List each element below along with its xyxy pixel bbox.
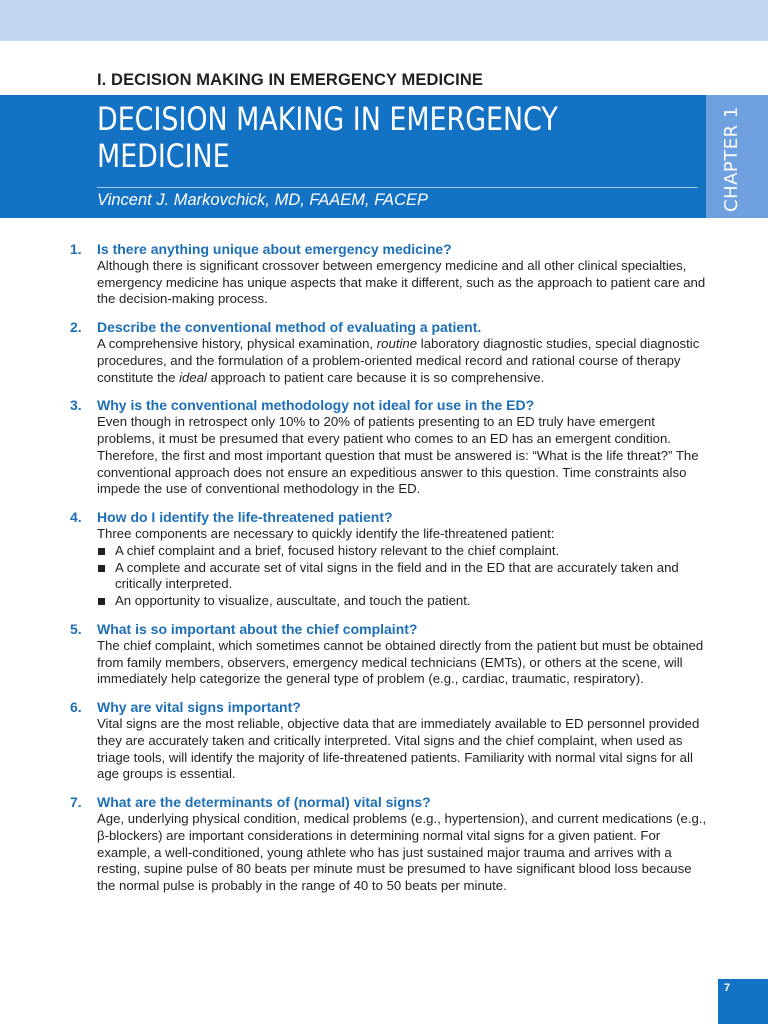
qa-item: [0, 509, 768, 610]
qa-item: [0, 241, 768, 308]
title-divider: [97, 187, 698, 188]
chapter-title: DECISION MAKING IN EMERGENCY MEDICINE: [97, 100, 558, 175]
bullet-item: [97, 560, 712, 594]
bullet-list: [0, 543, 712, 610]
square-bullet-icon: [98, 565, 105, 572]
question-number: 5.: [70, 620, 82, 637]
question-number: 1.: [70, 241, 82, 257]
question-text: Why are vital signs important?: [97, 699, 301, 716]
answer-segment: laboratory diagnostic studies, special diagnostic procedures, and the formulation of a problem-oriented medical record and rational course of therapy constitute the: [97, 335, 700, 385]
question-number: 6.: [70, 699, 82, 716]
qa-item: [0, 319, 768, 386]
question-text: What is so important about the chief complaint?: [97, 620, 418, 637]
qa-item: [0, 621, 768, 688]
answer-emphasis: routine: [376, 335, 418, 351]
answer-segment: Even though in retrospect only 10% to 20% of patients presenting to an ED truly have emergent problems, it must be presumed that every patient who comes to an ED has an emergent condition. Therefore, the first and most important question that must be answered is: “What is the life threat?” The conventional approach does not ensure an expeditious answer to this question. Time constraints also impede the use of conventional methodology in the ED.: [97, 414, 699, 497]
qa-item: [0, 397, 768, 498]
section-heading: I. DECISION MAKING IN EMERGENCY MEDICINE: [97, 71, 483, 89]
answer-segment: Three components are necessary to quickly identify the life-threatened patient:: [97, 525, 555, 541]
question-number: 4.: [70, 509, 82, 526]
square-bullet-icon: [98, 548, 105, 555]
answer-text: [97, 258, 712, 308]
square-bullet-icon: [98, 598, 105, 605]
question-number: 2.: [70, 319, 82, 336]
answer-text: [97, 414, 712, 498]
bullet-text: A chief complaint and a brief, focused history relevant to the chief complaint.: [115, 542, 560, 558]
question-text: How do I identify the life-threatened patient?: [97, 509, 393, 526]
answer-segment: Age, underlying physical condition, medical problems (e.g., hypertension), and current medications (e.g., β-blockers) are important considerations in determining normal vital signs for a given patient. For example, a well-conditioned, young athlete who has just sustained major trauma and arrives with a resting, supine pulse of 80 beats per minute must be presumed to have significant blood loss because the normal pulse is probably in the range of 40 to 50 beats per minute.: [97, 810, 707, 894]
answer-text: [97, 811, 712, 895]
bullet-item: [97, 543, 712, 560]
answer-text: [97, 336, 712, 386]
answer-text: [97, 526, 712, 543]
question-text: What are the determinants of (normal) vital signs?: [97, 794, 431, 811]
page-number: 7: [724, 982, 731, 994]
qa-item: [0, 794, 768, 895]
answer-segment: Vital signs are the most reliable, objective data that are immediately available to ED personnel provided they are accurately taken and critically interpreted. Vital signs and the chief complaint, when used as triage tools, will identify the majority of life-threatened patients. Familiarity with normal vital signs for all age groups is essential.: [97, 715, 700, 782]
question-number: 3.: [70, 397, 82, 414]
question-text: Describe the conventional method of evaluating a patient.: [97, 319, 482, 336]
top-color-band: [0, 0, 768, 41]
bullet-item: [97, 593, 712, 610]
chapter-author: Vincent J. Markovchick, MD, FAAEM, FACEP: [97, 191, 428, 209]
answer-segment: Although there is significant crossover between emergency medicine and all other clinical specialties, emergency medicine has unique aspects that make it different, such as the approach to patient care and the decision-making process.: [97, 257, 706, 307]
answer-segment: A comprehensive history, physical examination,: [97, 335, 377, 351]
qa-item: [0, 699, 768, 783]
chapter-tab-label: CHAPTER 1: [721, 106, 742, 212]
answer-text: [97, 716, 712, 783]
bullet-text: An opportunity to visualize, auscultate, and touch the patient.: [115, 593, 471, 609]
bullet-text: A complete and accurate set of vital signs in the field and in the ED that are accurately taken and critically interpreted.: [115, 559, 679, 592]
question-list: [0, 241, 768, 906]
answer-segment: The chief complaint, which sometimes cannot be obtained directly from the patient but must be obtained from family members, observers, emergency medical technicians (EMTs), or others at the scene, will immediately help categorize the general type of problem (e.g., cardiac, traumatic, respiratory).: [97, 637, 704, 687]
question-number: 7.: [70, 794, 82, 811]
question-text: Why is the conventional methodology not ideal for use in the ED?: [97, 397, 535, 414]
answer-text: [97, 638, 712, 688]
answer-segment: approach to patient care because it is so comprehensive.: [206, 369, 545, 385]
question-text: Is there anything unique about emergency medicine?: [97, 241, 452, 257]
answer-emphasis: ideal: [179, 369, 207, 385]
